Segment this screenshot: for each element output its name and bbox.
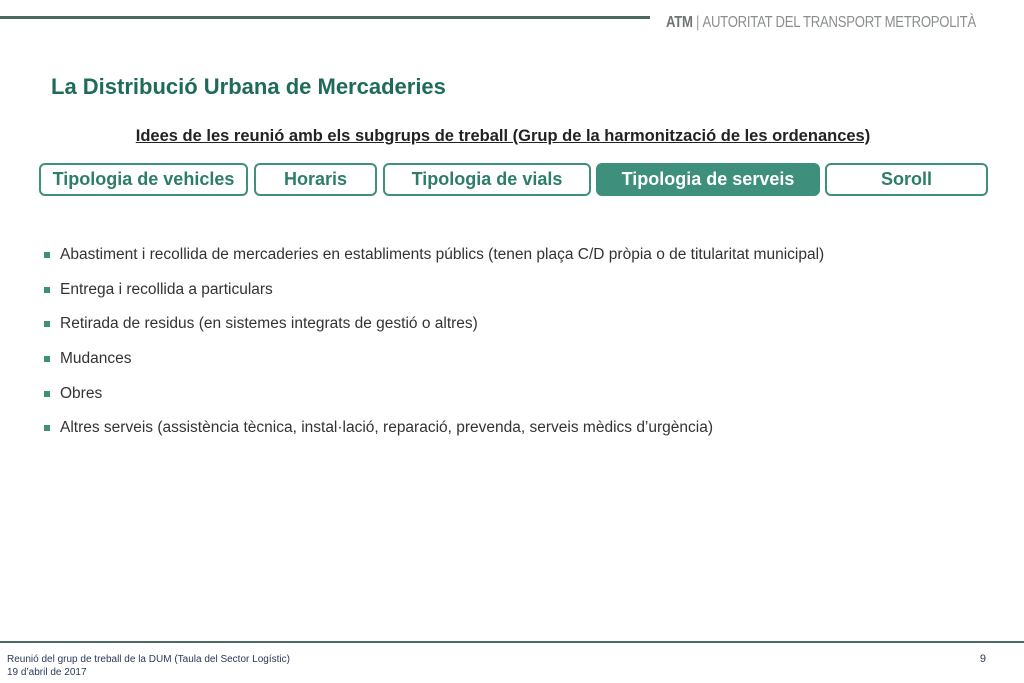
service-list <box>44 246 824 454</box>
slide-subtitle: Idees de les reunió amb els subgrups de treball (Grup de la harmonització de les ordenances) <box>135 127 871 145</box>
list-item <box>44 281 824 316</box>
list-item-text: Retirada de residus (en sistemes integrats de gestió o altres) <box>60 315 478 333</box>
list-item <box>44 246 824 281</box>
square-bullet-icon <box>44 356 50 362</box>
brand-name: AUTORITAT DEL TRANSPORT METROPOLITÀ <box>702 14 976 31</box>
footer-meeting-name: Reunió del grup de treball de la DUM (Taula del Sector Logístic) <box>7 654 290 665</box>
list-item <box>44 315 824 350</box>
tab-soroll[interactable]: Soroll <box>825 163 988 196</box>
list-item-text: Entrega i recollida a particulars <box>60 280 273 298</box>
header-rule <box>0 16 650 19</box>
list-item-text: Obres <box>60 384 103 402</box>
list-item <box>44 350 824 385</box>
list-item-text: Mudances <box>60 350 132 368</box>
tab-horaris[interactable]: Horaris <box>254 163 377 196</box>
square-bullet-icon <box>44 425 50 431</box>
square-bullet-icon <box>44 391 50 397</box>
square-bullet-icon <box>44 287 50 293</box>
tab-tipologia-de-vehicles[interactable]: Tipologia de vehicles <box>39 163 248 196</box>
brand-separator: | <box>695 14 700 31</box>
list-item <box>44 419 824 454</box>
square-bullet-icon <box>44 252 50 258</box>
footer-rule <box>0 641 1024 643</box>
list-item <box>44 385 824 420</box>
brand-abbr: ATM <box>666 14 693 31</box>
square-bullet-icon <box>44 321 50 327</box>
footer-text <box>7 653 290 679</box>
slide-title: La Distribució Urbana de Mercaderies <box>51 74 446 99</box>
tab-tipologia-de-vials[interactable]: Tipologia de vials <box>383 163 591 196</box>
list-item-text: Abastiment i recollida de mercaderies en establiments públics (tenen plaça C/D pròpia o de titularitat municipal) <box>60 246 825 263</box>
footer-date: 19 d’abril de 2017 <box>7 667 87 678</box>
atm-logo <box>666 14 976 32</box>
tab-tipologia-de-serveis[interactable]: Tipologia de serveis <box>596 163 820 196</box>
list-item-text: Altres serveis (assistència tècnica, instal·lació, reparació, prevenda, serveis mèdics d’urgència) <box>60 419 713 437</box>
page-number: 9 <box>979 653 986 665</box>
